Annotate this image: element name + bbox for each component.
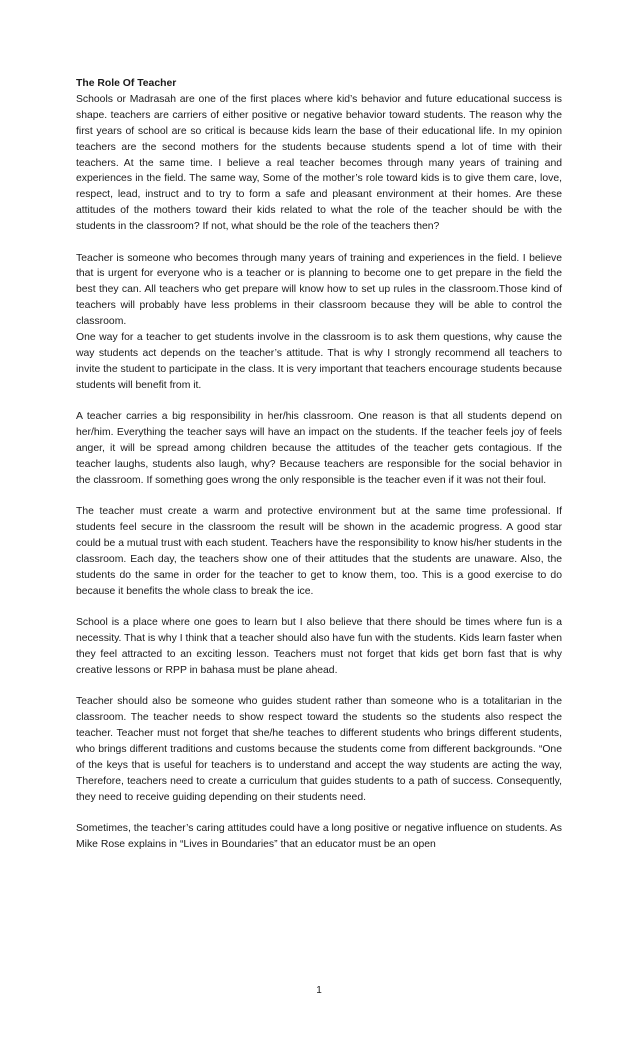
paragraph-influence: Sometimes, the teacher’s caring attitudes could have a long positive or negative influence on students. As Mike Rose explains in “Lives in Boundaries” that an educator must be an open xyxy=(76,823,562,851)
paragraph-fun: School is a place where one goes to learn but I also believe that there should be times where fun is a necessity. That is why I think that a teacher should also have fun with the students. Kids learn faster when they feel attracted to an exciting lesson. Teachers must not forget that kids get born fast that is why creative lessons or RPP in bahasa must be plane ahead. xyxy=(76,617,562,676)
paragraph-training: Teacher is someone who becomes through many years of training and experiences in the field. I believe that is urgent for everyone who is a teacher or is planning to become one to get prepare in the field the best they can. All teachers who get prepare will know how to set up rules in the classroom.Those kind of teachers will probably have less problems in their classroom because they will be able to control the classroom. xyxy=(76,252,562,328)
page-number: 1 xyxy=(316,985,322,996)
document-body xyxy=(76,76,562,868)
paragraph-guidance: Teacher should also be someone who guides student rather than someone who is a totalitarian in the classroom. The teacher needs to show respect toward the students so the students also respect the teacher. Teacher must not forget that she/he teaches to different students who brings different students, who brings different traditions and customs because the students come from different backgrounds. “One of the keys that is useful for teachers is to understand and accept the way students are acting the way, Therefore, teachers need to create a curriculum that guides students to a path of success. Consequently, they need to receive guiding depending on their students need. xyxy=(76,696,562,803)
document-title: The Role Of Teacher xyxy=(76,78,177,89)
paragraph-responsibility: A teacher carries a big responsibility in her/his classroom. One reason is that all students depend on her/him. Everything the teacher says will have an impact on the students. If the teacher feels joy of feels anger, it will be spread among children because the attitudes of the teacher gets contagious. If the teacher laughs, students also laugh, why? Because teachers are responsible for the social behavior in the classroom. If something goes wrong the only responsible is the teacher even if it was not their foul. xyxy=(76,411,562,486)
paragraph-environment: The teacher must create a warm and protective environment but at the same time professional. If students feel secure in the classroom the result will be shown in the academic progress. A good star could be a mutual trust with each student. Teachers have the responsibility to know his/her students in the classroom. Each day, the teachers show one of their attitudes that the students are unaware. Also, the students do the same in order for the teacher to get to know them, too. This is a good exercise to do because it benefits the whole class to break the ice. xyxy=(76,506,562,597)
paragraph-involvement: One way for a teacher to get students involve in the classroom is to ask them questions, why cause the way students act depends on the teacher’s attitude. That is why I strongly recommend all teachers to invite the student to participate in the class. It is very important that teachers encourage students because students will benefit from it. xyxy=(76,332,562,391)
paragraph-introduction: Schools or Madrasah are one of the first places where kid’s behavior and future educational success is shape. teachers are carriers of either positive or negative behavior toward students. The reason why the first years of school are so critical is because kids learn the base of their educational life. In my opinion teachers are the second mothers for the students because students spend a lot of time with their teachers. At the same time. I believe a real teacher becomes through many years of training and experiences in the field. The same way, Some of the mother’s role toward kids is to give them care, love, respect, lead, instruct and to try to form a safe and pleasant environment at their homes. Are these attitudes of the mothers toward their kids related to what the role of the teacher should be with the students in the classroom? If not, what should be the role of the teachers then? xyxy=(76,93,562,233)
